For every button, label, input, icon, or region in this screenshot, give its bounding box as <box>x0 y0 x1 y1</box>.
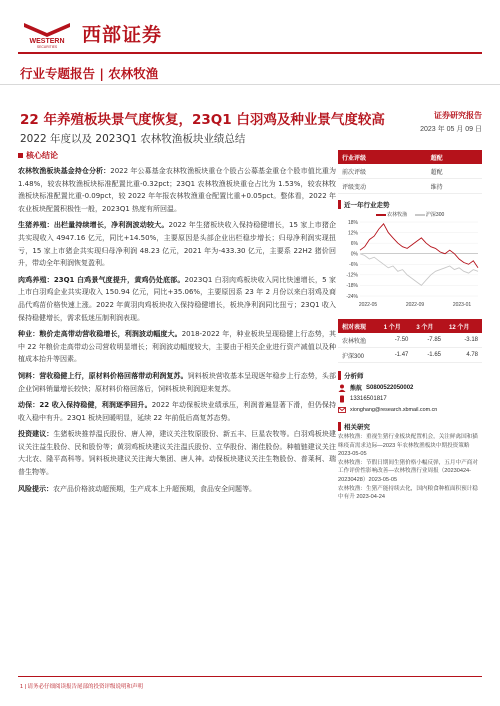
series-line-primary <box>360 224 478 268</box>
y-tick-label: -6% <box>349 262 358 269</box>
legend-swatch-primary <box>376 214 386 216</box>
legend-label: 农林牧渔 <box>387 212 408 218</box>
table-row <box>338 348 482 363</box>
paragraph-animal-health <box>18 399 336 424</box>
para-text: 饲料板块营收基本呈现逐年稳步上行态势，头部企业饲料销量增长较快；原材料价格回落后，饲料板块利润迎来复苏。 <box>18 371 337 393</box>
chart-box-title: 近一年行业走势 <box>338 200 482 209</box>
table-header: 12 个月 <box>445 319 482 333</box>
brand-name: 西部证券 <box>82 24 163 46</box>
paragraph-risk <box>18 483 336 496</box>
para-text: 2022 年公募基金农林牧渔板块重仓个股占公募基金重仓个股市值比重为 1.48%，较农林牧渔板块标准配置比重-0.32pct；23Q1 农林牧渔板块重仓占比为 1.53%，较农林牧渔板块标准配置比重-0.09pct，较 2022 年年报农林牧渔重仓配置比重+0.05pct。整体看，2022 年农业板块配置积极性一般，2023Q1 热度有所回温。 <box>18 167 337 213</box>
breadcrumb-divider <box>0 84 500 85</box>
table-cell: -7.50 <box>380 333 413 348</box>
analyst-email-row <box>338 406 482 414</box>
para-lead: 风险提示： <box>18 484 53 493</box>
table-cell: 维持 <box>427 179 482 194</box>
table-header: 1 个月 <box>380 319 413 333</box>
y-tick-label: 12% <box>347 230 358 237</box>
para-text: 2018-2022 年，种业板块呈现稳健上行态势，其中 22 年粮价走高带动公司营收明显增长；利润波动幅度较大，主要由于相关企业进行资产减值以及种植成本抬升等因素。 <box>18 330 336 364</box>
y-tick-label: 6% <box>350 240 358 247</box>
x-tick-label: 2023-01 <box>452 302 472 308</box>
table-cell: 农林牧渔 <box>338 333 380 348</box>
table-row <box>338 179 482 194</box>
y-tick-label: -24% <box>346 293 358 300</box>
header-divider <box>18 52 482 54</box>
person-icon <box>338 384 346 392</box>
chart-legend <box>338 211 482 218</box>
y-tick-label: -12% <box>346 272 358 279</box>
paragraph-hog <box>18 219 336 269</box>
table-cell: -1.47 <box>380 348 413 363</box>
performance-table <box>338 319 482 363</box>
bullet-square-icon <box>18 153 23 158</box>
para-text: 生猪板块推荐温氏股份、唐人神，建议关注牧原股份、新五丰、巨星农牧等。白羽鸡板块建议关注益生股份、民和股份等；黄羽鸡板块建议关注温氏股份、立华股份、湘佳股份。种植链建议关注大北农、隆平高科等。饲料板块建议关注海大集团、唐人神。动保板块建议关注生物股份、普莱柯、瑞普生物等。 <box>18 430 337 477</box>
paragraph-fund-holdings <box>18 165 336 215</box>
related-item[interactable]: 农林牧渔：节假日期间生猪价格小幅反弹，五月中产商对工作评价性影响改善—农林牧渔行业周报（20230424-20230428）2023-05-05 <box>338 459 478 483</box>
company-logo <box>18 20 76 48</box>
table-cell: 4.78 <box>445 348 482 363</box>
analyst-title: 分析师 <box>338 371 482 380</box>
para-lead: 饲料：营收稳健上行，原材料价格回落带动利润复苏。 <box>18 371 188 380</box>
analyst-phone: 13316501817 <box>350 396 387 402</box>
table-header-row <box>338 150 482 164</box>
report-type: 证券研究报告 <box>434 111 482 120</box>
y-tick-label: 18% <box>347 219 358 226</box>
paragraph-investment <box>18 428 336 478</box>
analyst-name-row <box>338 383 482 392</box>
trend-chart <box>338 218 482 310</box>
paragraph-poultry <box>18 274 336 324</box>
mail-icon <box>338 406 346 414</box>
table-header: 3 个月 <box>412 319 445 333</box>
table-cell: -7.85 <box>412 333 445 348</box>
related-item[interactable]: 农林牧渔：重视生猪行业板块配置机会，关注鲜禽国和猫咪疫苗需求边际—2023 年农林牧渔板块中期投资策略 2023-05-05 <box>338 434 478 458</box>
para-lead: 肉鸡养殖：23Q1 白鸡景气度提升，黄鸡仍处底部。 <box>18 275 185 284</box>
analyst-email[interactable]: xionghang@research.xbmail.com.cn <box>350 407 438 413</box>
para-text: 农产品价格波动超预期，生产成本上升超预期，食品安全问题等。 <box>53 484 256 493</box>
analyst-name: 熊航 <box>350 386 363 392</box>
related-title: 相关研究 <box>338 422 482 431</box>
analyst-phone-row <box>338 395 482 403</box>
table-cell: -1.65 <box>412 348 445 363</box>
table-cell: 超配 <box>427 164 482 179</box>
para-lead: 农林牧渔板块基金持仓分析： <box>18 167 111 175</box>
para-text: 2022 年动保板块业绩承压，利润普遍显著下滑，但仍保持收入稳中有升。23Q1 板块回暖明显，延续 22 年前低后高复苏态势。 <box>18 401 336 422</box>
para-lead: 生猪养殖：出栏量持续增长，净利润波动较大。 <box>18 221 169 230</box>
report-date: 2023 年 05 月 09 日 <box>420 126 482 133</box>
y-tick-label: 0% <box>350 251 358 258</box>
table-row <box>338 333 482 348</box>
related-item[interactable]: 农林牧渔：生猪产能持续去化，国内粮食种植面积预计稳中有升 2023-04-24 <box>338 485 478 501</box>
phone-icon <box>338 395 346 403</box>
sidebar <box>338 150 482 502</box>
para-lead: 动保：22 收入保持稳健，利润逐季回升。 <box>18 401 152 410</box>
logo-text: WESTERN <box>29 38 65 45</box>
legend-swatch-secondary <box>415 214 425 216</box>
table-cell: 评级变动 <box>338 179 427 194</box>
table-header-row <box>338 319 482 333</box>
table-header: 行业评级 <box>338 150 427 164</box>
table-cell: -3.18 <box>445 333 482 348</box>
footer-divider <box>18 676 482 677</box>
table-header: 相对表现 <box>338 319 380 333</box>
report-subtitle: 2022 年度以及 2023Q1 农林牧渔板块业绩总结 <box>20 133 246 145</box>
series-line-secondary <box>360 254 478 286</box>
legend-label: 沪深300 <box>425 212 445 218</box>
logo-sub: SECURITIES <box>36 45 58 48</box>
para-text: 2022 年生猪板块收入保持稳健增长，15 家上市猪企共实现收入 4947.16 亿元，同比+14.50%，主要原因是头部企业出栏稳步增长；归母净利润实现扭亏，15 家上市猪企共实现归母净利润 48.23 亿元，2021 年为-433.30 亿元，主要系 22H2 猪价回升，带动全年利润恢复盈利。 <box>18 221 337 268</box>
x-tick-label: 2022-09 <box>405 302 425 308</box>
paragraph-seed <box>18 328 336 366</box>
table-cell: 前次评级 <box>338 164 427 179</box>
x-tick-label: 2022-05 <box>358 302 378 308</box>
footer-disclaimer: 1 | 请务必仔细阅读报告尾部的投资评级说明和声明 <box>20 684 144 690</box>
y-tick-label: -18% <box>346 283 358 290</box>
main-content <box>18 150 336 499</box>
paragraph-feed <box>18 370 336 395</box>
para-lead: 投资建议： <box>18 430 54 439</box>
table-row <box>338 164 482 179</box>
rating-table <box>338 150 482 194</box>
analyst-cert: S0800522050002 <box>366 384 414 391</box>
breadcrumb: 行业专题报告 | 农林牧渔 <box>20 66 159 81</box>
core-heading: 核心结论 <box>18 150 336 161</box>
para-text: 2023Q1 白羽肉鸡板块收入同比快速增长，5 家上市白羽鸡企业共实现收入 150.94 亿元，同比+35.06%，主要原因系 23 年 2 月份以来白羽鸡及商品代鸡苗价格快速上涨。2022 年黄羽肉鸡板块收入保持稳健增长，板块净利润同比扭亏；23Q1 收入保持稳健增长，需求低迷压制利润表现。 <box>18 275 337 322</box>
table-cell: 沪深300 <box>338 348 380 363</box>
para-lead: 种业：粮价走高带动营收稳增长，利润波动幅度大。 <box>18 330 182 339</box>
table-header: 超配 <box>427 150 482 164</box>
report-title: 22 年养殖板块景气度恢复，23Q1 白羽鸡及种业景气度较高 <box>20 112 385 128</box>
